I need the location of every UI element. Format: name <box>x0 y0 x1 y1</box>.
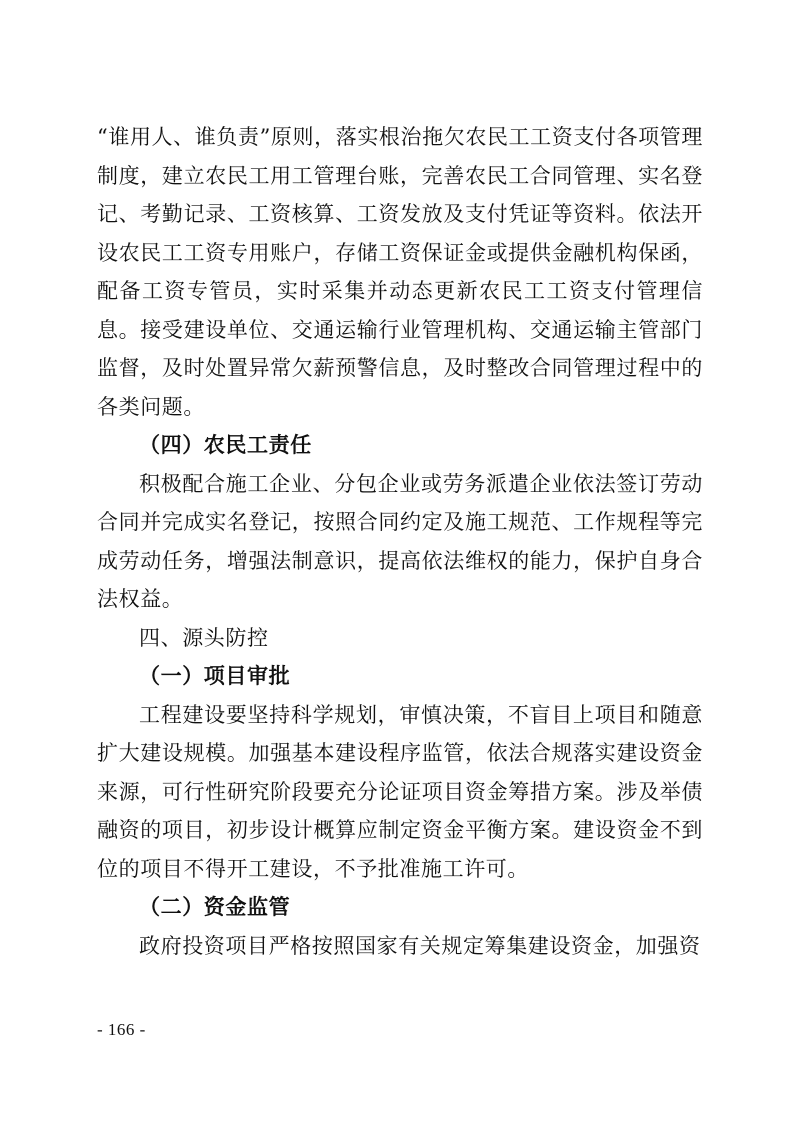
document-body <box>97 118 703 965</box>
subheading-project-approval: （一）项目审批 <box>139 664 291 688</box>
page-number: - 166 - <box>97 1020 146 1039</box>
paragraph-fund-supervision: 政府投资项目严格按照国家有关规定筹集建设资金，加强资 <box>139 933 701 958</box>
paragraph-migrant-worker-duties: 积极配合施工企业、分包企业或劳务派遣企业依法签订劳动合同并完成实名登记，按照合同约定及施工规范、工作规程等完成劳动任务，增强法制意识，提高依法维权的能力，保护自身合法权益。 <box>97 471 703 611</box>
section-heading-source-control: 四、源头防控 <box>139 625 269 650</box>
paragraph-project-approval: 工程建设要坚持科学规划，审慎决策，不盲目上项目和随意扩大建设规模。加强基本建设程序监管，依法合规落实建设资金来源，可行性研究阶段要充分论证项目资金筹措方案。涉及举债融资的项目，初步设计概算应制定资金平衡方案。建设资金不到位的项目不得开工建设，不予批准施工许可。 <box>97 702 703 881</box>
subheading-fund-supervision: （二）资金监管 <box>139 895 291 919</box>
paragraph-wage-responsibility: “谁用人、谁负责”原则，落实根治拖欠农民工工资支付各项管理制度，建立农民工用工管理台账，完善农民工合同管理、实名登记、考勤记录、工资核算、工资发放及支付凭证等资料。依法开设农民工工资专用账户，存储工资保证金或提供金融机构保函，配备工资专管员，实时采集并动态更新农民工工资支付管理信息。接受建设单位、交通运输行业管理机构、交通运输主管部门监督，及时处置异常欠薪预警信息，及时整改合同管理过程中的各类问题。 <box>97 125 703 419</box>
subheading-migrant-worker-responsibility: （四）农民工责任 <box>139 433 312 457</box>
